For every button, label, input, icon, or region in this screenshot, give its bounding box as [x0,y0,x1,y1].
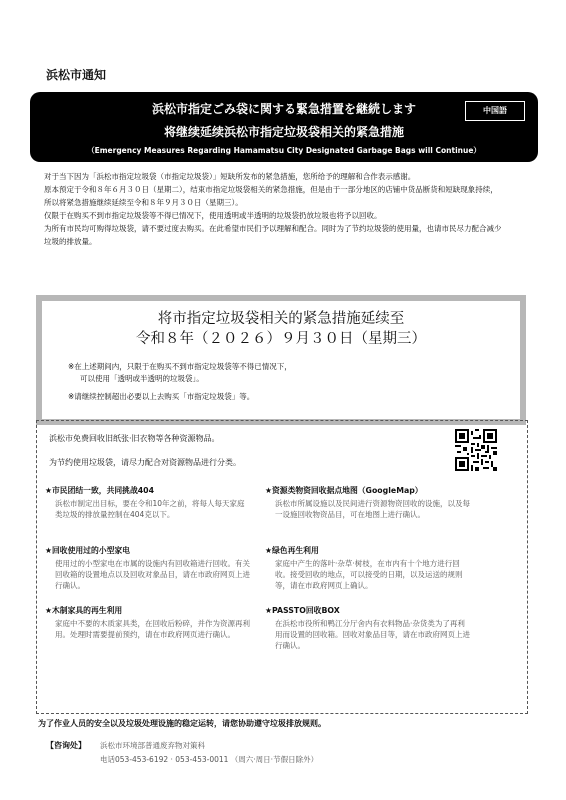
note-line: ※请继续控制超出必要以上去购买「市指定垃圾袋」等。 [68,392,255,401]
recycling-info-box [36,420,528,714]
qr-code-icon[interactable] [455,429,497,471]
info-card-body: 在浜松市役所和鸭江分厅舍内有衣料物品·杂货类为了再利用而设置的回收箱。回收对象品目等，请在市政府网页上进行确认。 [275,619,470,650]
contact-organization: 浜松市环境部普通废弃物对策科 [100,741,205,750]
info-card-404-challenge [45,485,250,520]
banner-title-chinese: 将继续延续浜松市指定垃圾袋相关的紧急措施 [163,125,404,139]
banner-title-japanese: 浜松市指定ごみ袋に関する緊急措置を継続します [151,102,416,116]
intro-paragraph: 为所有市民均可购得垃圾袋，请不要过度去购买。在此希望市民们予以理解和配合。同时为了节约垃圾袋的使用量，也请市民尽力配合减少垃圾的排放量。 [44,224,502,246]
info-card-body: 家庭中不要的木质家具类，在回收后粉碎，并作为资源再利用。处理时需要提前预约，请在市政府网页进行确认。 [55,619,250,639]
info-card-title: ★市民团结一致，共同挑战404 [45,486,155,495]
intro-text [44,170,504,248]
deadline-notes [68,361,508,403]
contact-label: 【咨询处】 [46,741,86,750]
intro-paragraph: 原本预定于令和８年６月３０日（星期二），结束市指定垃圾袋相关的紧急措施，但是由于一部分地区的店铺中货品断货和短缺现象持续，所以将紧急措施继续延续至令和８年９月３０日（星期三）。 [44,185,498,207]
info-card-title: ★资源类物资回收据点地图（GoogleMap） [265,486,423,495]
info-card-body: 家庭中产生的落叶·杂草·树枝，在市内有十个地方进行回收。接受回收的地点，可以接受的日期，以及运送的规则等，请在市政府网页上确认。 [275,559,463,590]
info-card-body: 浜松市制定出目标，要在令和10年之前，将每人每天家庭类垃圾的排放量控制在404克以下。 [55,499,245,519]
info-card-body: 使用过的小型家电在市属的设施内有回收箱进行回收。有关回收箱的设置地点以及回收对象品目，请在市政府网页上进行确认。 [55,559,250,590]
info-card-small-appliances [45,545,250,591]
banner-title-english: （Emergency Measures Regarding Hamamatsu City Designated Garbage Bags will Continue） [87,146,481,155]
intro-paragraph: 对于当下因为「浜松市指定垃圾袋（市指定垃圾袋）」短缺所发布的紧急措施，您所给予的理解和合作表示感谢。 [44,172,416,181]
recycling-intro-line1: 浜松市免费回收旧纸张·旧衣物等各种资源物品。 [49,434,220,443]
info-card-green-recycling [265,545,470,591]
note-line: 可以使用「透明或半透明的垃圾袋」。 [80,374,204,383]
info-card-recycle-map [265,485,470,520]
language-badge: 中国語 [465,101,525,121]
info-card-title: ★PASSTO回收BOX [265,606,340,615]
info-card-wood-furniture [45,605,250,640]
title-banner [30,92,538,162]
deadline-heading-line1: 将市指定垃圾袋相关的紧急措施延续至 [157,311,405,327]
footer-note: 为了作业人员的安全以及垃圾处理设施的稳定运转，请您协助遵守垃圾排放规则。 [38,719,326,728]
issuer-title: 浜松市通知 [46,68,107,82]
contact-phone: 电话053-453-6192 · 053-453-0011 （周六·周日·节假日除外） [100,755,319,764]
intro-paragraph: 仅限于在购买不到市指定垃圾袋等不得已情况下，使用透明或半透明的垃圾袋扔放垃圾也将予以回收。 [44,211,382,220]
info-card-title: ★绿色再生利用 [265,546,319,555]
info-card-passto-box [265,605,470,651]
deadline-highlight-box [36,295,526,425]
deadline-heading-line2: 令和８年（２０２６）９月３０日（星期三） [136,331,426,347]
info-card-title: ★木制家具的再生利用 [45,606,123,615]
info-card-body: 浜松市所属设施以及民间进行资源物资回收的设施，以及每一设施回收物资品目，可在地图上进行确认。 [275,499,470,519]
note-line: ※在上述期间内，只限于在购买不到市指定垃圾袋等不得已情况下， [68,362,292,371]
recycling-intro-line2: 为节约使用垃圾袋，请尽力配合对资源物品进行分类。 [49,458,241,467]
info-card-title: ★回收使用过的小型家电 [45,546,130,555]
